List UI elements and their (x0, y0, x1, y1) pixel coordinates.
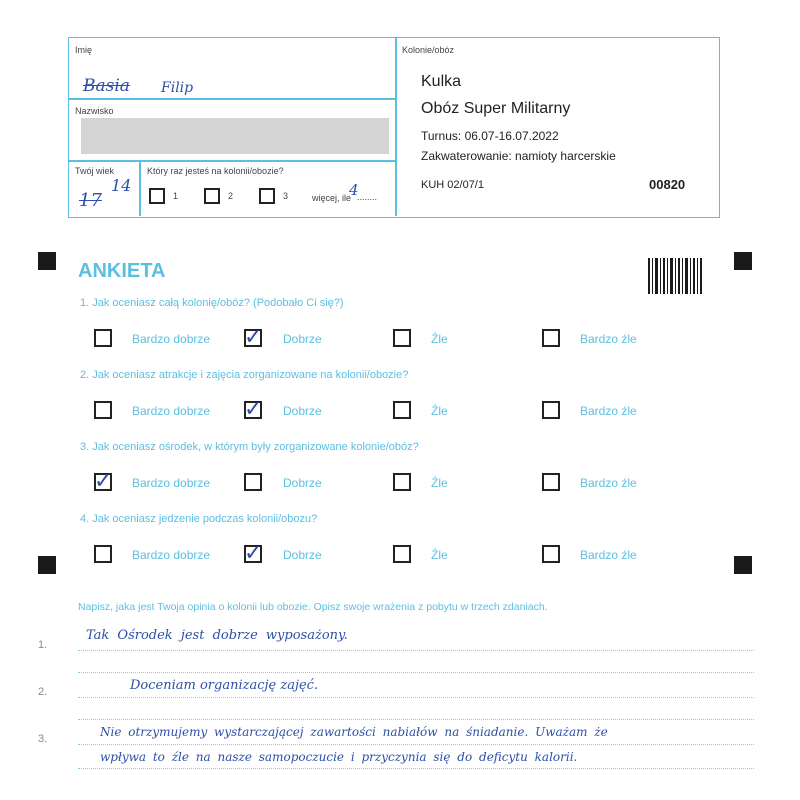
count-checkbox-2[interactable] (204, 188, 220, 204)
row-divider (69, 98, 395, 100)
nazwisko-label: Nazwisko (75, 106, 114, 116)
row-divider (69, 160, 395, 162)
wiek-value[interactable]: 14 (111, 176, 132, 195)
answer-line (78, 768, 754, 769)
registration-marker (734, 556, 752, 574)
q1-option-label: Dobrze (283, 332, 322, 346)
answer-line (78, 650, 754, 651)
oboz-name: Obóz Super Militarny (421, 100, 571, 117)
imie-value[interactable]: Filip (161, 80, 194, 96)
age-divider (139, 160, 141, 216)
survey-title: ANKIETA (78, 260, 166, 282)
wiek-crossed: 17 (79, 190, 102, 211)
header-divider (395, 38, 397, 216)
answer-line-1[interactable]: Tak Ośrodek jest dobrze wyposażony. (86, 628, 348, 643)
q3-option-label: Bardzo źle (580, 476, 637, 490)
q2-option-bardzo-dobrze-checkbox[interactable] (94, 401, 112, 419)
q4-option-bardzo-dobrze-checkbox[interactable] (94, 545, 112, 563)
registration-marker (38, 252, 56, 270)
kolonia-name: Kulka (421, 73, 462, 90)
q3-option-label: Dobrze (283, 476, 322, 490)
count-checkbox-3[interactable] (259, 188, 275, 204)
q3-option-label: Bardzo dobrze (132, 476, 211, 490)
line-number: 1. (38, 639, 48, 651)
q3-option-label: Źle (431, 476, 448, 490)
q1-option-bardzo-zle-checkbox[interactable] (542, 329, 560, 347)
registration-marker (38, 556, 56, 574)
question-3: 3. Jak oceniasz ośrodek, w którym były zorganizowane kolonie/obóz? (80, 441, 419, 453)
q2-option-label: Dobrze (283, 404, 322, 418)
check-mark-icon: ✓ (244, 325, 263, 350)
answer-line (78, 719, 754, 720)
q4-option-label: Bardzo dobrze (132, 548, 211, 562)
registration-marker (734, 252, 752, 270)
q3-option-zle-checkbox[interactable] (393, 473, 411, 491)
wiecej-label: więcej, ile (312, 193, 352, 203)
q4-option-label: Dobrze (283, 548, 322, 562)
q3-option-dobrze-checkbox[interactable] (244, 473, 262, 491)
q4-option-zle-checkbox[interactable] (393, 545, 411, 563)
q2-option-zle-checkbox[interactable] (393, 401, 411, 419)
wiecej-dots: ........ (357, 192, 378, 202)
count-checkbox-1[interactable] (149, 188, 165, 204)
wiek-label: Twój wiek (75, 166, 115, 176)
opinion-prompt: Napisz, jaka jest Twoja opinia o kolonii lub obozie. Opisz swoje wrażenia z pobytu w trzech zdaniach. (78, 601, 548, 613)
line-number: 3. (38, 733, 48, 745)
imie-label: Imię (75, 45, 93, 55)
q1-option-bardzo-dobrze-checkbox[interactable] (94, 329, 112, 347)
turnus-text: Turnus: 06.07-16.07.2022 (421, 129, 559, 143)
imie-crossed: Basia (83, 76, 130, 96)
q4-option-bardzo-zle-checkbox[interactable] (542, 545, 560, 563)
zakwaterowanie-text: Zakwaterowanie: namioty harcerskie (421, 149, 616, 163)
question-2: 2. Jak oceniasz atrakcje i zajęcia zorganizowane na kolonii/obozie? (80, 369, 409, 381)
wiecej-value[interactable]: 4 (349, 181, 359, 199)
q2-option-label: Bardzo źle (580, 404, 637, 418)
answer-line-3b[interactable]: wpływa to źle na nasze samopoczucie i przyczynia się do deficytu kalorii. (100, 750, 578, 764)
count-label-2: 2 (228, 191, 234, 201)
q1-option-label: Bardzo źle (580, 332, 637, 346)
count-label-1: 1 (173, 191, 179, 201)
count-label-3: 3 (283, 191, 289, 201)
q2-option-label: Bardzo dobrze (132, 404, 211, 418)
question-4: 4. Jak oceniasz jedzenie podczas kolonii/obozu? (80, 513, 318, 525)
q1-option-label: Bardzo dobrze (132, 332, 211, 346)
kuh-code: KUH 02/07/1 (421, 179, 484, 191)
q2-option-bardzo-zle-checkbox[interactable] (542, 401, 560, 419)
answer-line-3a[interactable]: Nie otrzymujemy wystarczającej zawartości nabiałów na śniadanie. Uważam że (100, 725, 608, 739)
q3-option-bardzo-zle-checkbox[interactable] (542, 473, 560, 491)
check-mark-icon: ✓ (94, 469, 113, 494)
q4-option-label: Bardzo źle (580, 548, 637, 562)
header-form (68, 37, 720, 218)
kolonia-label: Kolonie/obóz (402, 45, 455, 55)
q1-option-label: Źle (431, 332, 448, 346)
answer-line-2[interactable]: Doceniam organizację zajęć. (130, 678, 319, 693)
line-number: 2. (38, 686, 48, 698)
q2-option-label: Źle (431, 404, 448, 418)
answer-line (78, 672, 754, 673)
check-mark-icon: ✓ (244, 397, 263, 422)
answer-line (78, 697, 754, 698)
nazwisko-redacted (81, 118, 389, 154)
barcode (648, 258, 702, 294)
form-number: 00820 (649, 177, 686, 192)
answer-line (78, 744, 754, 745)
q1-option-zle-checkbox[interactable] (393, 329, 411, 347)
q4-option-label: Źle (431, 548, 448, 562)
question-1: 1. Jak oceniasz całą kolonię/obóz? (Podobało Ci się?) (80, 297, 344, 309)
ktory-raz-label: Który raz jesteś na kolonii/obozie? (147, 166, 284, 176)
check-mark-icon: ✓ (244, 541, 263, 566)
